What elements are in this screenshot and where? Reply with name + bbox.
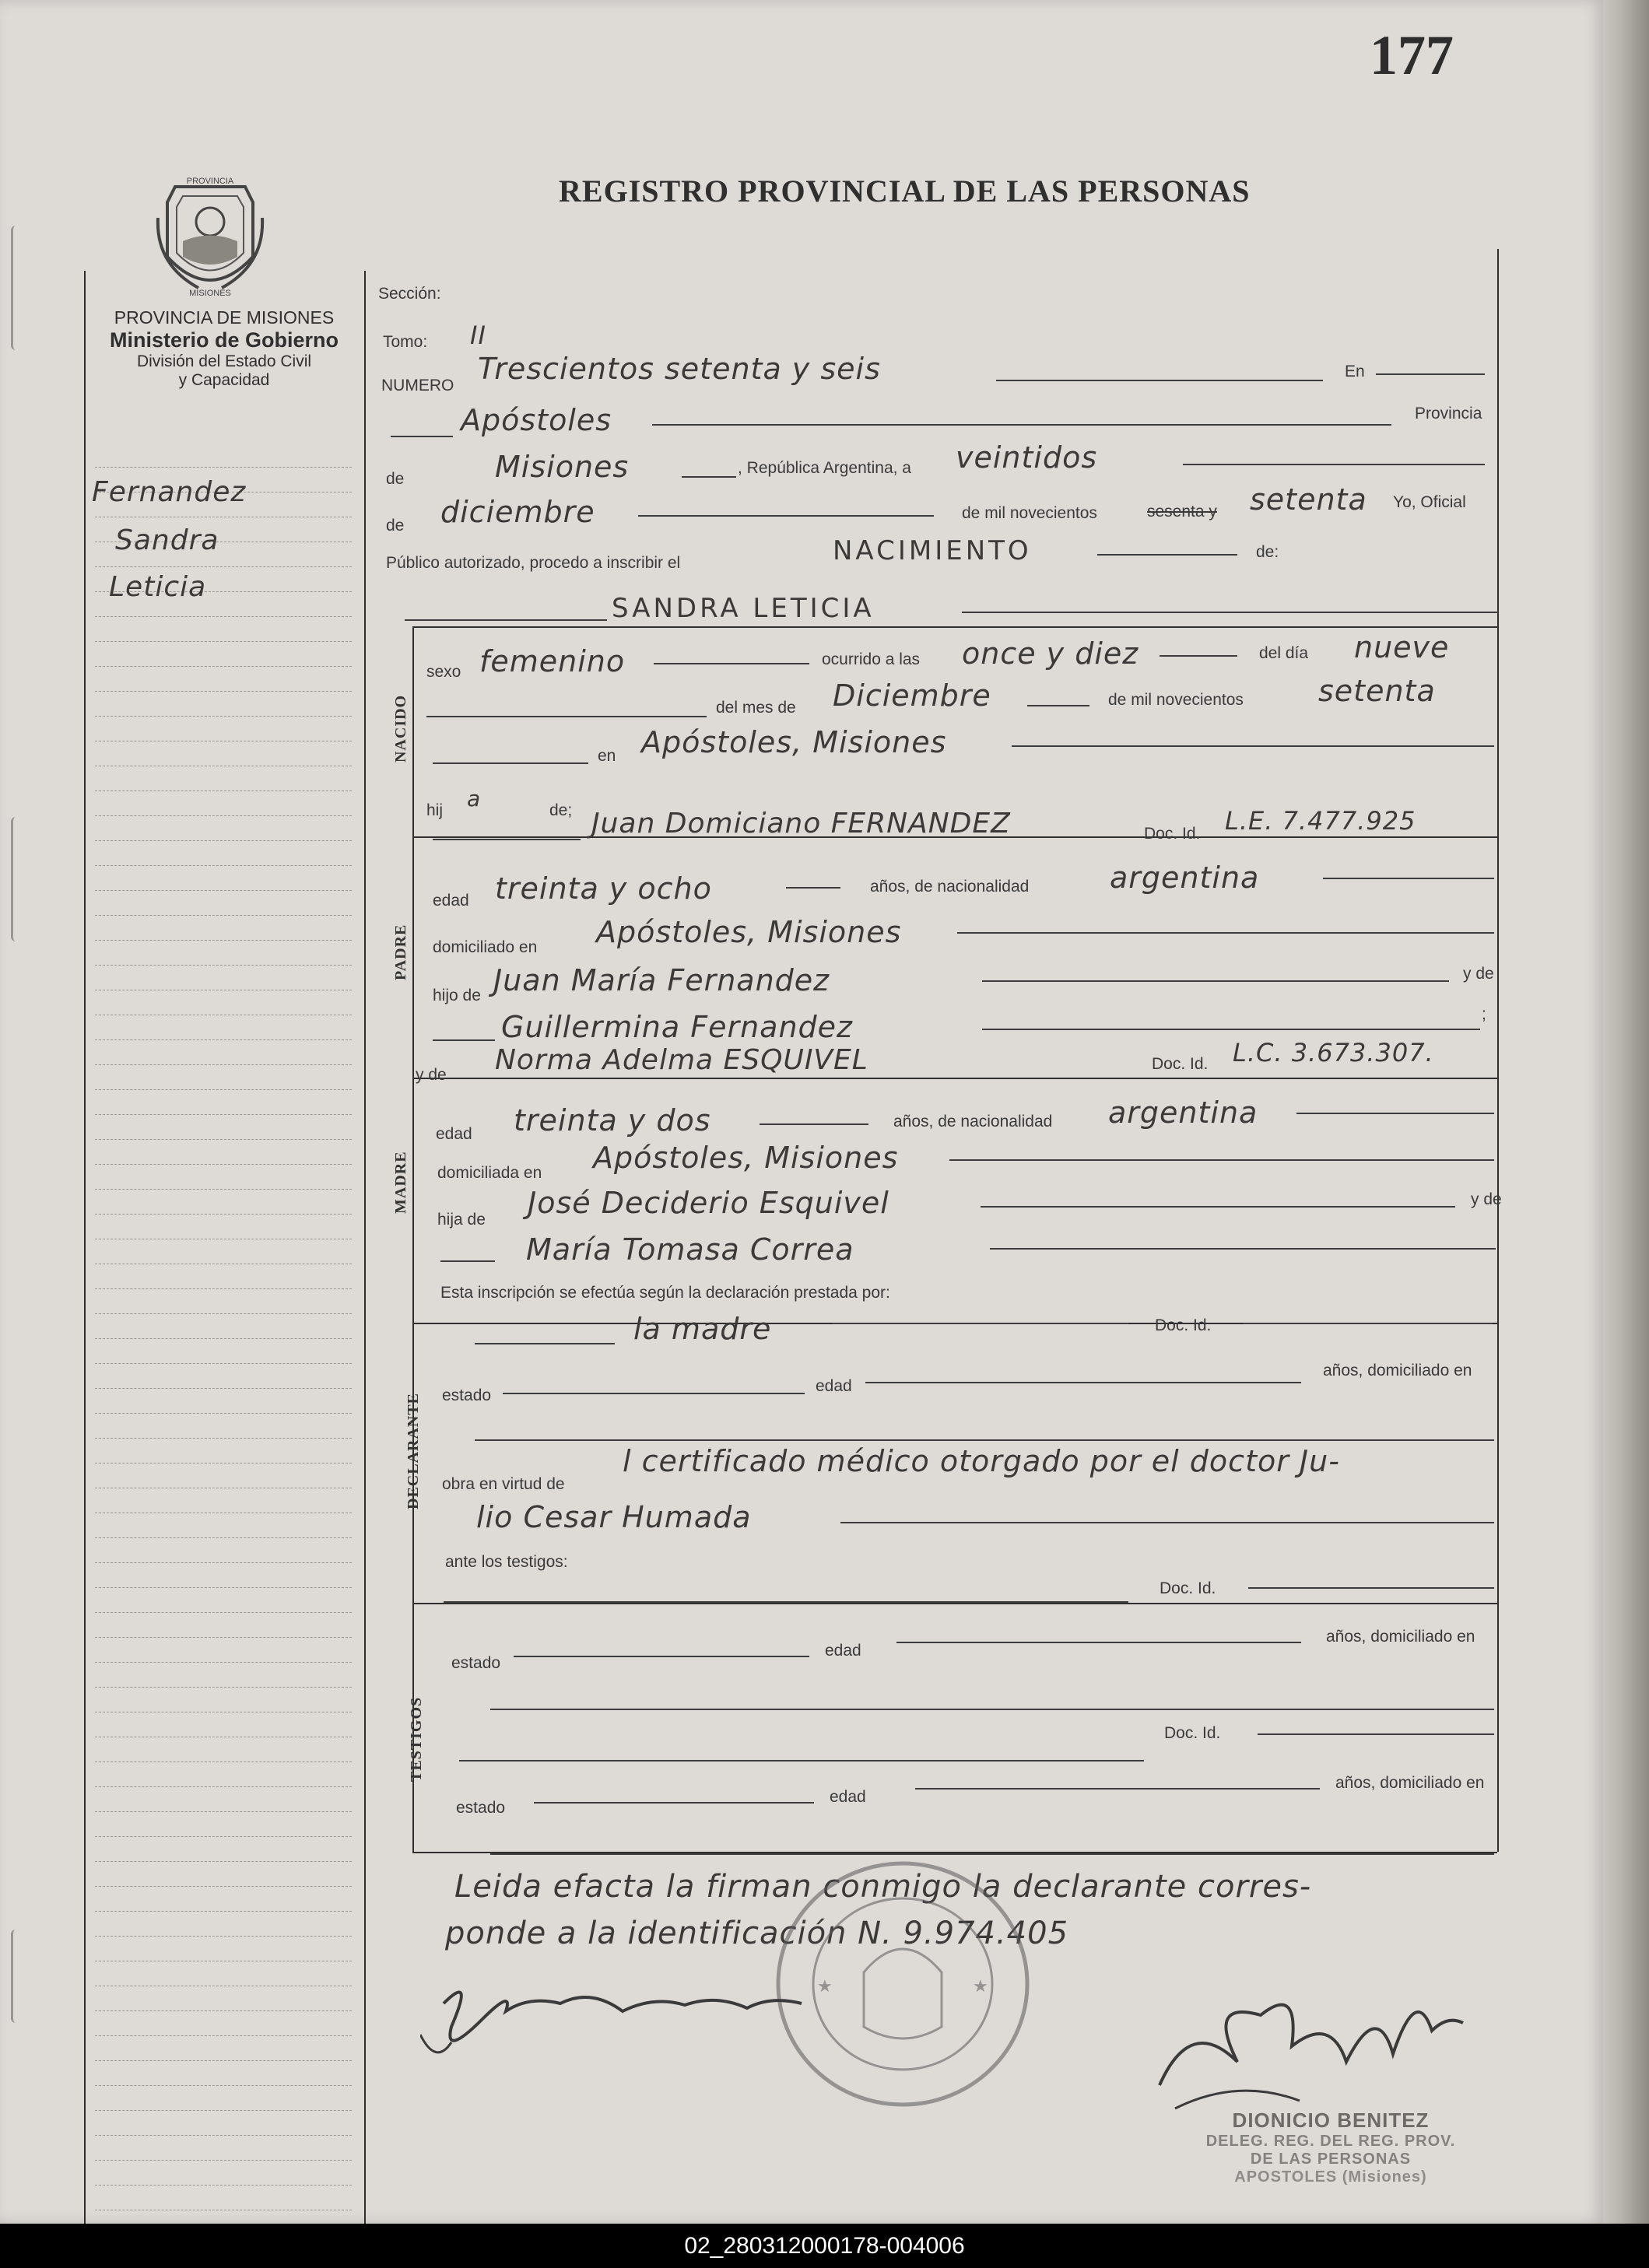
testigo1-estado-label: estado <box>451 1654 501 1672</box>
en-label: En <box>1345 363 1365 380</box>
lugar-born-value: Apóstoles, Misiones <box>641 725 947 759</box>
margin-rule-line <box>95 2185 352 2186</box>
margin-rule-line <box>95 1089 352 1090</box>
page-edge <box>1603 0 1649 2224</box>
footer-id: 02_280312000178-004006 <box>684 2233 965 2259</box>
declarante-obra-value-2: lio Cesar Humada <box>476 1500 752 1534</box>
sexo-label: sexo <box>426 663 461 681</box>
testigo1-edad-label: edad <box>825 1642 861 1660</box>
publico-label: Público autorizado, procedo a inscribir el <box>386 554 681 572</box>
madre-y-de: y de <box>1471 1190 1502 1208</box>
hora-value: once y diez <box>962 636 1139 671</box>
ocurrido-label: ocurrido a las <box>822 650 921 668</box>
header-province: PROVINCIA DE MISIONES <box>114 307 335 328</box>
testigo2-doc-label: Doc. Id. <box>1164 1724 1221 1742</box>
margin-rule-line <box>95 790 352 791</box>
margin-rule-line <box>95 1637 352 1638</box>
official-stamp <box>1167 2109 1494 2186</box>
margin-rule-line <box>95 965 352 966</box>
dia-value: veintidos <box>956 440 1098 475</box>
struck-text: sesenta y <box>1147 503 1217 521</box>
header-ministry: Ministerio de Gobierno <box>109 328 339 352</box>
margin-rule-line <box>95 1587 352 1588</box>
binding-mark <box>11 817 21 941</box>
official-name: DIONICIO BENITEZ <box>1232 2109 1430 2132</box>
dia-born-value: nueve <box>1354 630 1450 664</box>
margin-rule-line <box>95 1114 352 1115</box>
margin-rule-line <box>95 915 352 916</box>
binding-mark <box>11 226 21 350</box>
margin-rule-line <box>95 1189 352 1190</box>
testigo1-doc-label: Doc. Id. <box>1160 1579 1216 1597</box>
numero-label: NUMERO <box>381 377 454 394</box>
yo-label: Yo, Oficial <box>1393 493 1466 511</box>
republica-label: , República Argentina, a <box>738 459 911 477</box>
margin-rule-line <box>95 691 352 692</box>
declarante-estado-label: estado <box>442 1386 492 1404</box>
anio-value: setenta <box>1250 482 1367 517</box>
acto-value: NACIMIENTO <box>833 535 1032 566</box>
margin-rule-line <box>95 2010 352 2011</box>
margin-rule-line <box>95 641 352 642</box>
de-label: de <box>386 470 405 488</box>
testigo2-edad-label: edad <box>830 1788 866 1806</box>
margin-rule-line <box>95 1288 352 1289</box>
tomo-value: II <box>470 321 486 350</box>
margin-rule-line <box>95 1164 352 1165</box>
margin-rule-line <box>95 1388 352 1389</box>
page-number: 177 <box>1370 24 1454 86</box>
margin-rule-line <box>95 1562 352 1563</box>
margin-rule-line <box>95 1338 352 1339</box>
official-title-2: DE LAS PERSONAS <box>1250 2151 1412 2168</box>
padre-nombre-value: Juan Domiciano FERNANDEZ <box>591 808 1011 840</box>
margin-rule-line <box>95 1886 352 1887</box>
mes-value: diciembre <box>440 495 595 529</box>
madre-anos-label: años, de nacionalidad <box>893 1113 1053 1130</box>
del-mes-label: del mes de <box>716 699 796 717</box>
svg-text:★: ★ <box>817 1976 833 1996</box>
mil-born-label: de mil novecientos <box>1108 691 1244 709</box>
madre-hija-label: hija de <box>437 1211 486 1229</box>
margin-rule-line <box>95 616 352 617</box>
binding-mark <box>11 1930 21 2023</box>
padre-anos-label: años, de nacionalidad <box>870 878 1030 896</box>
padre-semicolon: ; <box>1482 1005 1486 1023</box>
margin-rule-line <box>95 1064 352 1065</box>
margin-rule-line <box>95 890 352 891</box>
padre-edad-value: treinta y ocho <box>495 871 712 906</box>
section-padre: PADRE <box>392 924 409 980</box>
madre-doc-label: Doc. Id. <box>1152 1055 1209 1073</box>
declarante-edad-label: edad <box>816 1377 852 1395</box>
margin-rule-line <box>95 1039 352 1040</box>
padre-edad-label: edad <box>433 892 469 910</box>
margin-rule-line <box>95 1861 352 1862</box>
margin-rule-line <box>95 1936 352 1937</box>
emblem-bottom-text: MISIONES <box>189 289 231 298</box>
margin-rule-line <box>95 1761 352 1762</box>
section-nacido: NACIDO <box>392 694 409 762</box>
padre-doc-label: Doc. Id. <box>1144 825 1201 843</box>
margin-rule-line <box>95 840 352 841</box>
declarante-obra-value: l certificado médico otorgado por el doctor Ju- <box>623 1444 1340 1478</box>
margin-rule-line <box>95 1811 352 1812</box>
nombre-value: SANDRA LETICIA <box>612 593 875 624</box>
margin-left-border <box>84 271 86 2231</box>
declarante-ante-label: ante los testigos: <box>445 1553 568 1571</box>
declarante-nombre-value: la madre <box>633 1312 772 1346</box>
madre-edad-label: edad <box>436 1125 472 1143</box>
sexo-value: femenino <box>479 644 626 678</box>
anio-born-value: setenta <box>1318 674 1436 708</box>
margin-rule-line <box>95 865 352 866</box>
margin-rule-line <box>95 1687 352 1688</box>
margin-rule-line <box>95 815 352 816</box>
del-dia-label: del día <box>1259 644 1309 662</box>
de-padres-label: de; <box>549 801 573 819</box>
margin-rule-line <box>95 1537 352 1538</box>
closing-line-1: Leida efacta la firman conmigo la declarante corres- <box>454 1869 1312 1905</box>
testigo2-anos-label: años, domiciliado en <box>1335 1774 1485 1792</box>
numero-value: Trescientos setenta y seis <box>478 352 881 386</box>
margin-rule-line <box>95 2085 352 2086</box>
padre-y-de: y de <box>1463 965 1494 983</box>
declarante-anos-label: años, domiciliado en <box>1323 1362 1472 1379</box>
closing-line-2: ponde a la identificación N. 9.974.405 <box>445 1916 1069 1951</box>
margin-note-second: Leticia <box>109 571 207 603</box>
madre-dom-value: Apóstoles, Misiones <box>593 1141 899 1175</box>
madre-yde-label: y de <box>416 1066 447 1084</box>
margin-rule-line <box>95 1139 352 1140</box>
padre-dom-label: domiciliado en <box>433 938 538 956</box>
provincia-value: Misiones <box>495 450 630 484</box>
header-block <box>84 307 364 390</box>
margin-rule-line <box>95 2060 352 2061</box>
section-testigos: TESTIGOS <box>408 1696 425 1782</box>
margin-rule-line <box>95 467 352 468</box>
margin-rule-line <box>95 1662 352 1663</box>
en-born-label: en <box>598 747 616 765</box>
margin-note-first: Sandra <box>115 524 219 556</box>
padre-doc-value: L.E. 7.477.925 <box>1225 806 1416 836</box>
margin-rule-line <box>95 1214 352 1215</box>
padre-nac-value: argentina <box>1110 861 1260 895</box>
declarante-intro: Esta inscripción se efectúa según la declaración prestada por: <box>440 1284 890 1302</box>
margin-rule-line <box>95 2035 352 2036</box>
margin-rule-line <box>95 666 352 667</box>
mes-born-value: Diciembre <box>833 678 991 713</box>
de-label-2: de <box>386 517 405 535</box>
margin-note-surname: Fernandez <box>92 476 247 508</box>
madre-nombre-value: Norma Adelma ESQUIVEL <box>495 1044 868 1076</box>
hij-value: a <box>467 786 482 812</box>
form-right-border <box>1497 249 1499 1852</box>
madre-dom-label: domiciliada en <box>437 1164 542 1182</box>
madre-edad-value: treinta y dos <box>514 1103 711 1138</box>
margin-rule-line <box>95 716 352 717</box>
header-capacidad: y Capacidad <box>178 371 270 389</box>
padre-dom-value: Apóstoles, Misiones <box>596 915 902 949</box>
margin-rule-line <box>95 1786 352 1787</box>
de2-label: de: <box>1256 543 1279 561</box>
provincia-label: Provincia <box>1415 405 1482 422</box>
header-division: División del Estado Civil <box>136 352 312 370</box>
footer-id-bar <box>0 2224 1649 2268</box>
signature-left-image <box>420 1957 825 2066</box>
madre-doc-value: L.C. 3.673.307. <box>1233 1038 1434 1067</box>
padre-madre-value: Guillermina Fernandez <box>501 1010 853 1044</box>
margin-rule-line <box>95 566 352 567</box>
padre-hijo-label: hijo de <box>433 987 481 1004</box>
madre-nac-value: argentina <box>1108 1095 1258 1130</box>
official-title: DELEG. REG. DEL REG. PROV. <box>1205 2133 1456 2150</box>
margin-rule-line <box>95 1438 352 1439</box>
declarante-obra-label: obra en virtud de <box>442 1475 565 1493</box>
section-declarante: DECLARANTE <box>405 1392 422 1509</box>
margin-rule-line <box>95 1363 352 1364</box>
madre-madre-value: María Tomasa Correa <box>526 1232 854 1267</box>
margin-rule-line <box>95 940 352 941</box>
padre-padre-value: Juan María Fernandez <box>493 963 830 997</box>
svg-text:★: ★ <box>973 1976 988 1996</box>
testigo2-estado-label: estado <box>456 1799 506 1817</box>
margin-rule-line <box>95 1413 352 1414</box>
margin-rule-line <box>95 1463 352 1464</box>
margin-rule-line <box>95 2135 352 2136</box>
margin-rule-line <box>95 1612 352 1613</box>
seccion-label: Sección: <box>378 285 441 303</box>
signature-right-image <box>1144 1968 1471 2124</box>
madre-padre-value: José Deciderio Esquivel <box>528 1186 889 1220</box>
testigo1-anos-label: años, domiciliado en <box>1326 1628 1475 1646</box>
emblem-top-text: PROVINCIA <box>186 177 234 186</box>
hij-label: hij <box>426 801 444 819</box>
page-title: REGISTRO PROVINCIAL DE LAS PERSONAS <box>559 174 1251 209</box>
margin-rule-line <box>95 2160 352 2161</box>
ciudad-value: Apóstoles <box>461 403 612 437</box>
margin-rule-line <box>95 1836 352 1837</box>
margin-rule-line <box>95 1313 352 1314</box>
official-location: APOSTOLES (Misiones) <box>1234 2168 1427 2186</box>
margin-rule-line <box>95 1911 352 1912</box>
provincial-emblem-icon <box>152 171 268 300</box>
margin-rule-line <box>95 2110 352 2111</box>
declarante-doc-label: Doc. Id. <box>1155 1316 1212 1334</box>
mil-label: de mil novecientos <box>962 504 1097 522</box>
section-madre: MADRE <box>392 1151 409 1214</box>
margin-right-border <box>364 271 366 2231</box>
tomo-label: Tomo: <box>383 333 428 351</box>
